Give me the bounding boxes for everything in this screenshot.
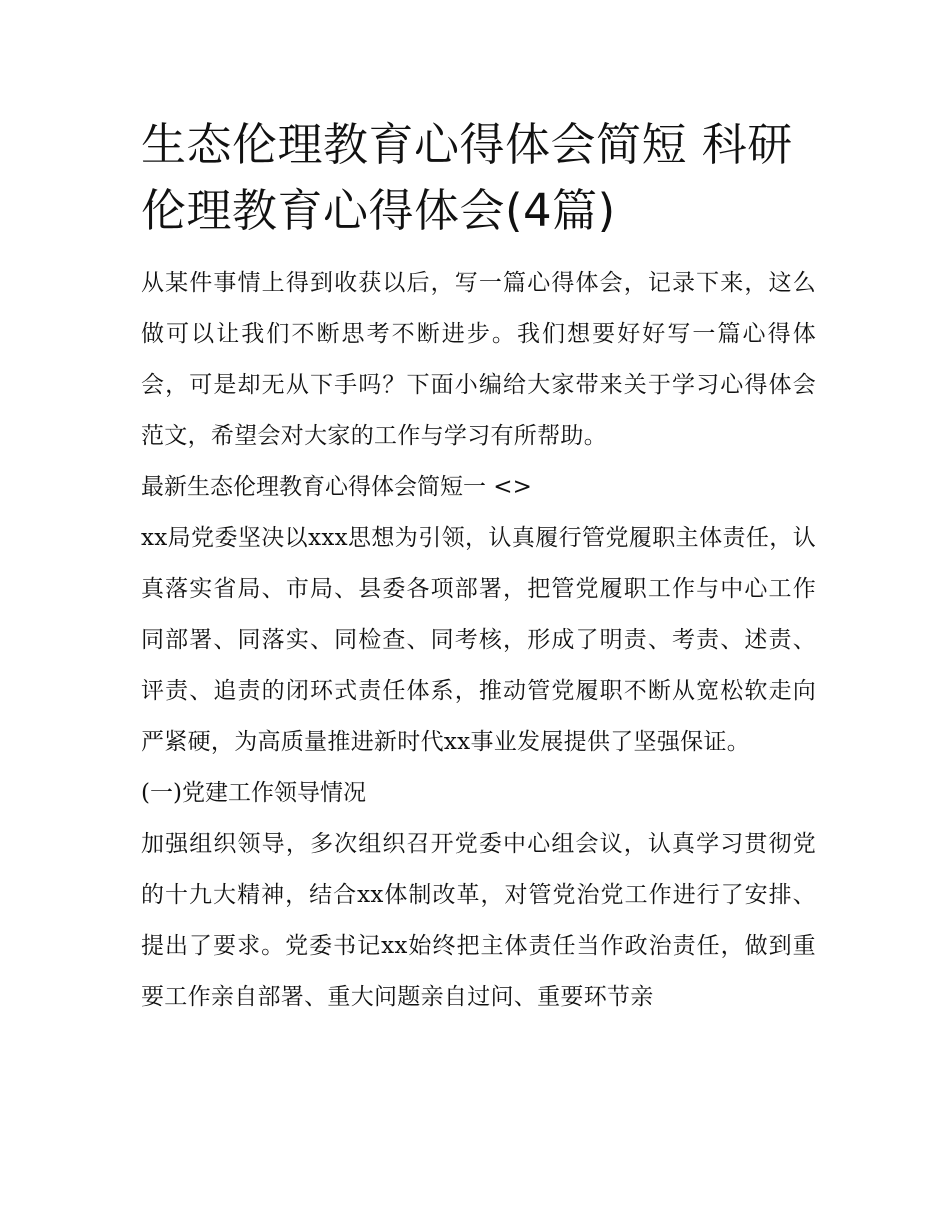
section-heading: 最新生态伦理教育心得体会简短一 <> — [141, 474, 532, 500]
body-paragraph-1: xx局党委坚决以xxx思想为引领，认真履行管党履职主体责任，认真落实省局、市局、县委各项部署，把管党履职工作与中心工作同部署、同落实、同检查、同考核，形成了明责、考责、述责、评责、追责的闭环式责任体系，推动管党履职不断从宽松软走向严紧硬，为高质量推进新时代xx事业发展提供了坚强保证。 — [141, 525, 816, 755]
body-paragraph-2: 加强组织领导，多次组织召开党委中心组会议，认真学习贯彻党的十九大精神，结合xx体制改革，对管党治党工作进行了安排、提出了要求。党委书记xx始终把主体责任当作政治责任，做到重要工作亲自部署、重大问题亲自过问、重要环节亲 — [141, 831, 816, 1010]
document-title: 生态伦理教育心得体会简短 科研伦理教育心得体会(4篇) — [141, 118, 793, 237]
subheading-1: (一)党建工作领导情况 — [141, 780, 366, 806]
intro-paragraph: 从某件事情上得到收获以后，写一篇心得体会，记录下来，这么做可以让我们不断思考不断进步。我们想要好好写一篇心得体会，可是却无从下手吗？下面小编给大家带来关于学习心得体会范文，希望会对大家的工作与学习有所帮助。 — [141, 270, 816, 449]
document-body — [141, 112, 816, 1023]
